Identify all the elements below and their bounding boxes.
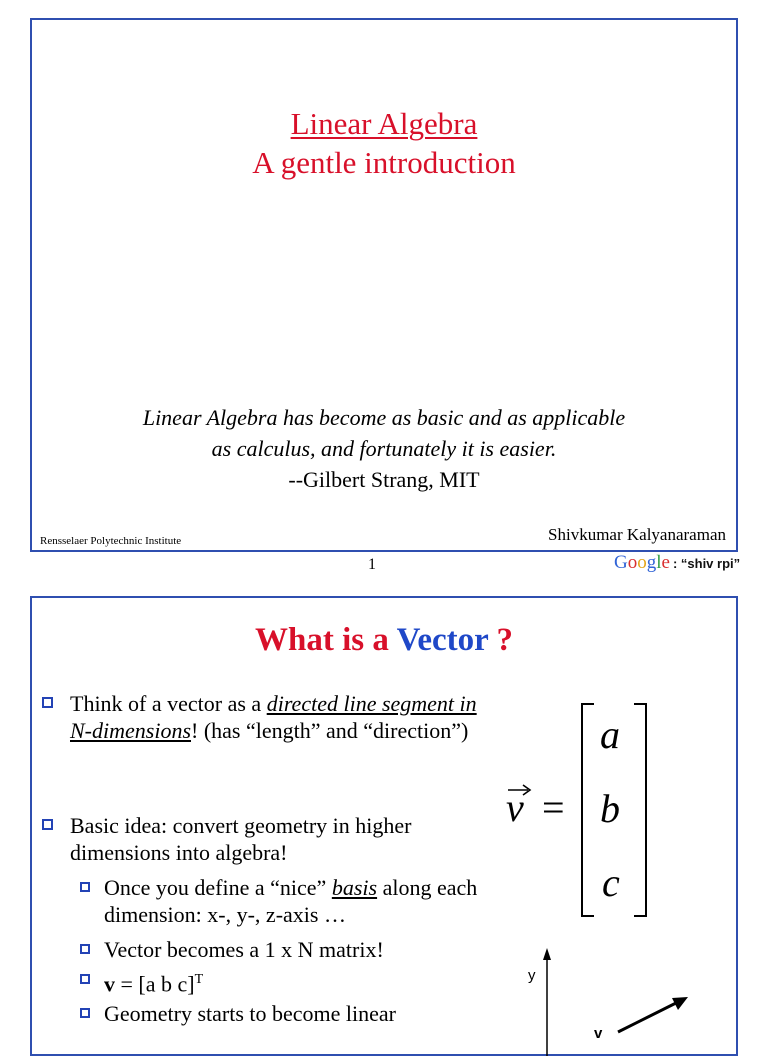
bullet-text: Once you define a “nice” [104, 875, 327, 900]
slide-2 [30, 596, 738, 1056]
bullet-box-icon [80, 1008, 90, 1018]
title-part-2: Vector [396, 622, 489, 658]
google-letter: o [627, 552, 638, 573]
sub-bullet-geometry [104, 1000, 504, 1027]
quote-attribution: --Gilbert Strang, MIT [288, 467, 480, 492]
matrix-entry-a: a [600, 712, 620, 757]
google-letter: G [614, 552, 628, 573]
vector-arrow-line [618, 1000, 682, 1032]
slide-1 [30, 18, 738, 552]
vector-equation [498, 698, 718, 928]
bullet-text: Basic idea: convert geometry in higher dimensions into algebra! [70, 813, 412, 865]
sub-bullet-matrix [104, 936, 504, 963]
title-line-1: Linear Algebra [290, 106, 478, 141]
google-search-badge[interactable] [614, 550, 740, 577]
bullet-text: along each dimension: x-, y-, z-axis … [104, 875, 478, 927]
page-number: 1 [368, 556, 376, 573]
bullet-basic-idea [70, 812, 490, 866]
right-bracket [634, 704, 646, 916]
bullet-box-icon [80, 882, 90, 892]
google-letter: e [661, 552, 670, 573]
google-letter: l [656, 552, 662, 573]
bullet-bold-v: v [104, 971, 115, 997]
y-axis-label: y [528, 967, 536, 984]
bullet-emphasis: directed line segment in N-dimensions [70, 691, 477, 743]
bullet-box-icon [80, 974, 90, 984]
title-line-2: A gentle introduction [252, 145, 516, 180]
y-axis-arrowhead-icon [543, 948, 551, 960]
transpose-superscript: T [194, 972, 204, 987]
footer-institution: Rensselaer Polytechnic Institute [40, 535, 182, 547]
left-bracket [582, 704, 594, 916]
google-logo [614, 552, 670, 573]
google-letter: o [637, 552, 647, 573]
google-query: : “shiv rpi” [672, 556, 741, 571]
slide-1-title [32, 106, 736, 181]
bullet-emphasis: basis [331, 875, 378, 900]
vector-symbol: v [506, 785, 524, 830]
google-letter: g [646, 552, 657, 573]
quote-block [32, 402, 736, 495]
bullet-vector-definition [70, 690, 490, 744]
title-part-1: What is a [255, 622, 389, 658]
axis-diagram [512, 938, 712, 1058]
quote-line-2: as calculus, and fortunately it is easier. [211, 436, 557, 461]
vector-arrow-label: v [594, 1025, 603, 1042]
sub-bullet-basis [104, 874, 504, 928]
footer-author: Shivkumar Kalyanaraman [548, 525, 726, 544]
vector-equation-svg [498, 698, 718, 928]
slide-2-title [32, 620, 736, 660]
matrix-entry-c: c [602, 860, 620, 905]
equals-sign: = [542, 785, 565, 830]
sub-bullet-v-equals [104, 966, 504, 997]
quote-line-1: Linear Algebra has become as basic and as applicable [142, 405, 626, 430]
title-part-3: ? [496, 622, 513, 658]
bullet-text: ! (has “length” and “direction”) [191, 718, 469, 743]
bullet-text: Geometry starts to become linear [104, 1001, 397, 1026]
bullet-box-icon [80, 944, 90, 954]
bullet-box-icon [42, 819, 53, 830]
matrix-entry-b: b [600, 786, 620, 831]
bullet-text: Think of a vector as a [70, 691, 262, 716]
bullet-box-icon [42, 697, 53, 708]
bullet-text: = [a b c] [115, 971, 195, 997]
bullet-text: Vector becomes a 1 x N matrix! [104, 937, 384, 962]
